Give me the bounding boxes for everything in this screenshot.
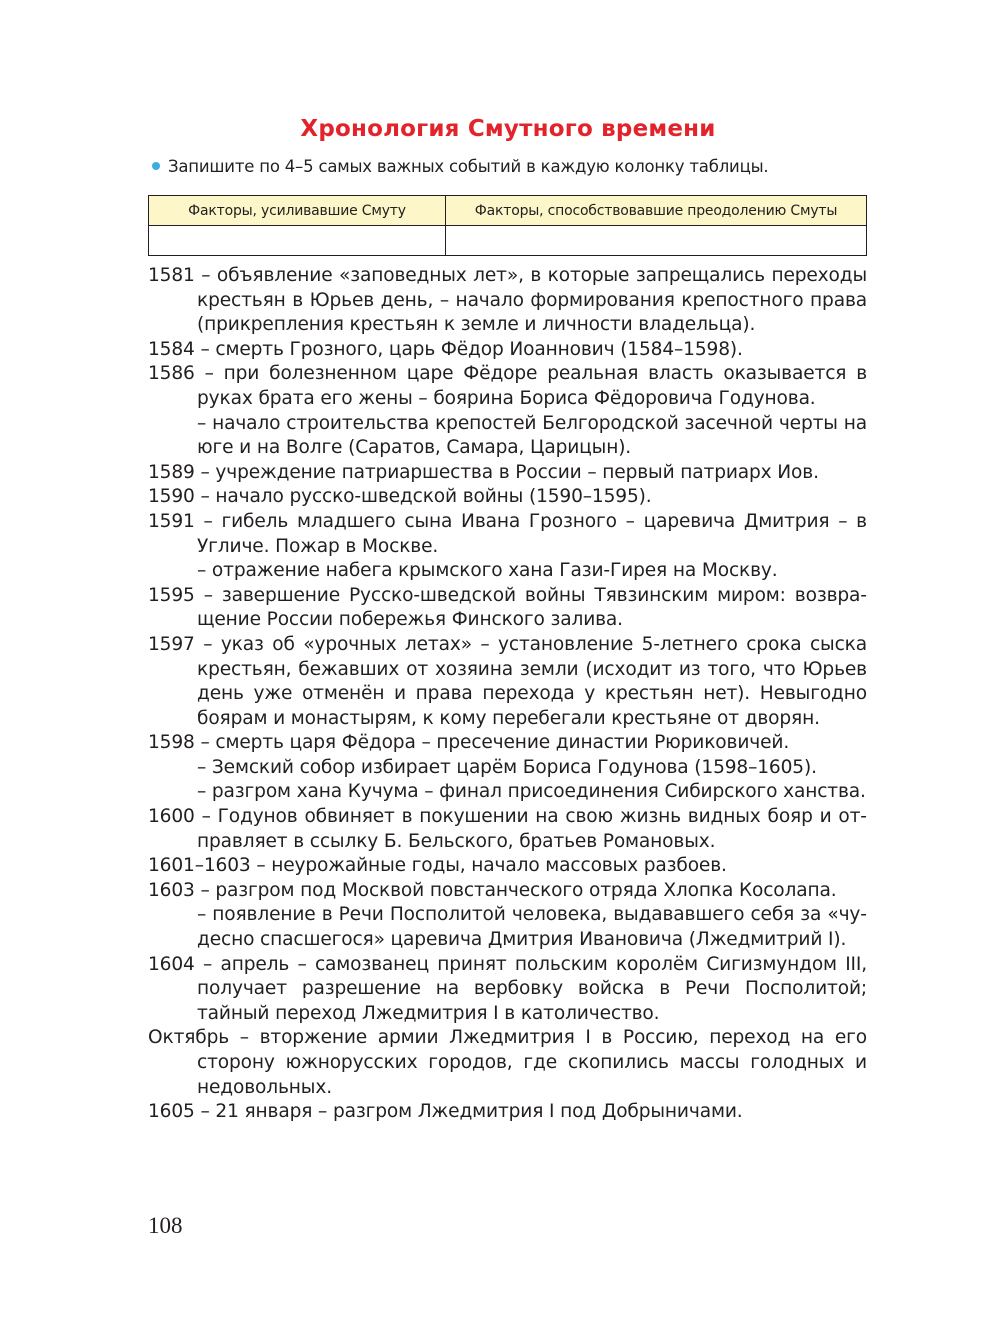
- event-entry: 1581 – объявление «заповедных лет», в которые запрещались переходы крестьян в Юрьев день, – начало формирования крепостного права (прикрепления крестьян к земле и личности владельца).: [148, 265, 867, 336]
- event-entry: 1584 – смерть Грозного, царь Фёдор Иоаннович (1584–1598).: [148, 338, 743, 360]
- page-title: Хронология Смутного времени: [300, 116, 716, 142]
- event-entry: 1604 – апрель – самозванец принят польским королём Сигизмундом III, получает разрешение на вербовку войска в Речи Посполитой; тайный переход Лжедмитрия I в католичество.: [148, 953, 867, 1024]
- event-subentry: – начало строительства крепостей Белгородской засечной черты на юге и на Волге (Саратов, Самара, Царицын).: [197, 412, 867, 459]
- event-subentry: – разгром хана Кучума – финал присоединения Сибирского ханства.: [197, 781, 866, 803]
- event-entry: 1586 – при болезненном царе Фёдоре реальная власть оказывается в руках брата его жены – боярина Бориса Фёдоровича Годунова.: [148, 363, 867, 409]
- instruction-text: Запишите по 4–5 самых важных событий в каждую колонку таблицы.: [168, 157, 769, 176]
- event-entry: 1591 – гибель младшего сына Ивана Грозного – царевича Дмитрия – в Угличе. Пожар в Москве.: [148, 510, 867, 557]
- event-subentry: – отражение набега крымского хана Гази-Гирея на Москву.: [197, 560, 778, 582]
- event-entry: 1605 – 21 января – разгром Лжедмитрия I под Добрыничами.: [148, 1101, 743, 1123]
- event-entry: 1601–1603 – неурожайные годы, начало массовых разбоев.: [148, 855, 727, 877]
- page-number: 108: [148, 1213, 183, 1238]
- bullet-icon: [152, 162, 160, 170]
- table-header-cell: Факторы, усиливавшие Смуту: [149, 196, 446, 226]
- table-cell-input[interactable]: [446, 226, 867, 256]
- event-entry: Октябрь – вторжение армии Лжедмитрия I в Россию, переход на его сторону южнорусских городов, где скопились массы голодных и недовольных.: [148, 1027, 867, 1098]
- event-entry: 1597 – указ об «урочных летах» – установление 5-летнего срока сыска крестьян, бежавших от хозяина земли (исходит из того, что Юрьев день уже отменён и права перехода у крестьян нет). Невыгодно боярам и монастырям, к кому перебегали крестьяне от дворян.: [148, 633, 867, 729]
- event-entry: 1598 – смерть царя Фёдора – пресечение династии Рюриковичей.: [148, 732, 790, 754]
- table-row: [149, 226, 867, 256]
- event-entry: 1600 – Годунов обвиняет в покушении на свою жизнь видных бояр и отправляет в ссылку Б. Бельского, братьев Романовых.: [148, 806, 867, 852]
- table-cell-input[interactable]: [149, 226, 446, 256]
- table-header-row: [149, 196, 867, 226]
- event-subentry: – появление в Речи Посполитой человека, выдававшего себя за «чудесно спасшегося» царевича Дмитрия Ивановича (Лжедмитрий I).: [197, 904, 867, 951]
- event-entry: 1603 – разгром под Москвой повстанческого отряда Хлопка Косолапа.: [148, 879, 837, 901]
- events-list: [148, 264, 867, 1125]
- event-entry: 1595 – завершение Русско-шведской войны Тявзинским миром: возвращение России побережья Финского залива.: [148, 584, 867, 631]
- event-entry: 1589 – учреждение патриаршества в России – первый патриарх Иов.: [148, 461, 819, 483]
- factors-table: [148, 195, 867, 256]
- event-entry: 1590 – начало русско-шведской войны (1590–1595).: [148, 486, 652, 508]
- instruction: [168, 156, 768, 178]
- table-header-cell: Факторы, способствовавшие преодолению Смуты: [446, 196, 867, 226]
- event-subentry: – Земский собор избирает царём Бориса Годунова (1598–1605).: [197, 756, 817, 778]
